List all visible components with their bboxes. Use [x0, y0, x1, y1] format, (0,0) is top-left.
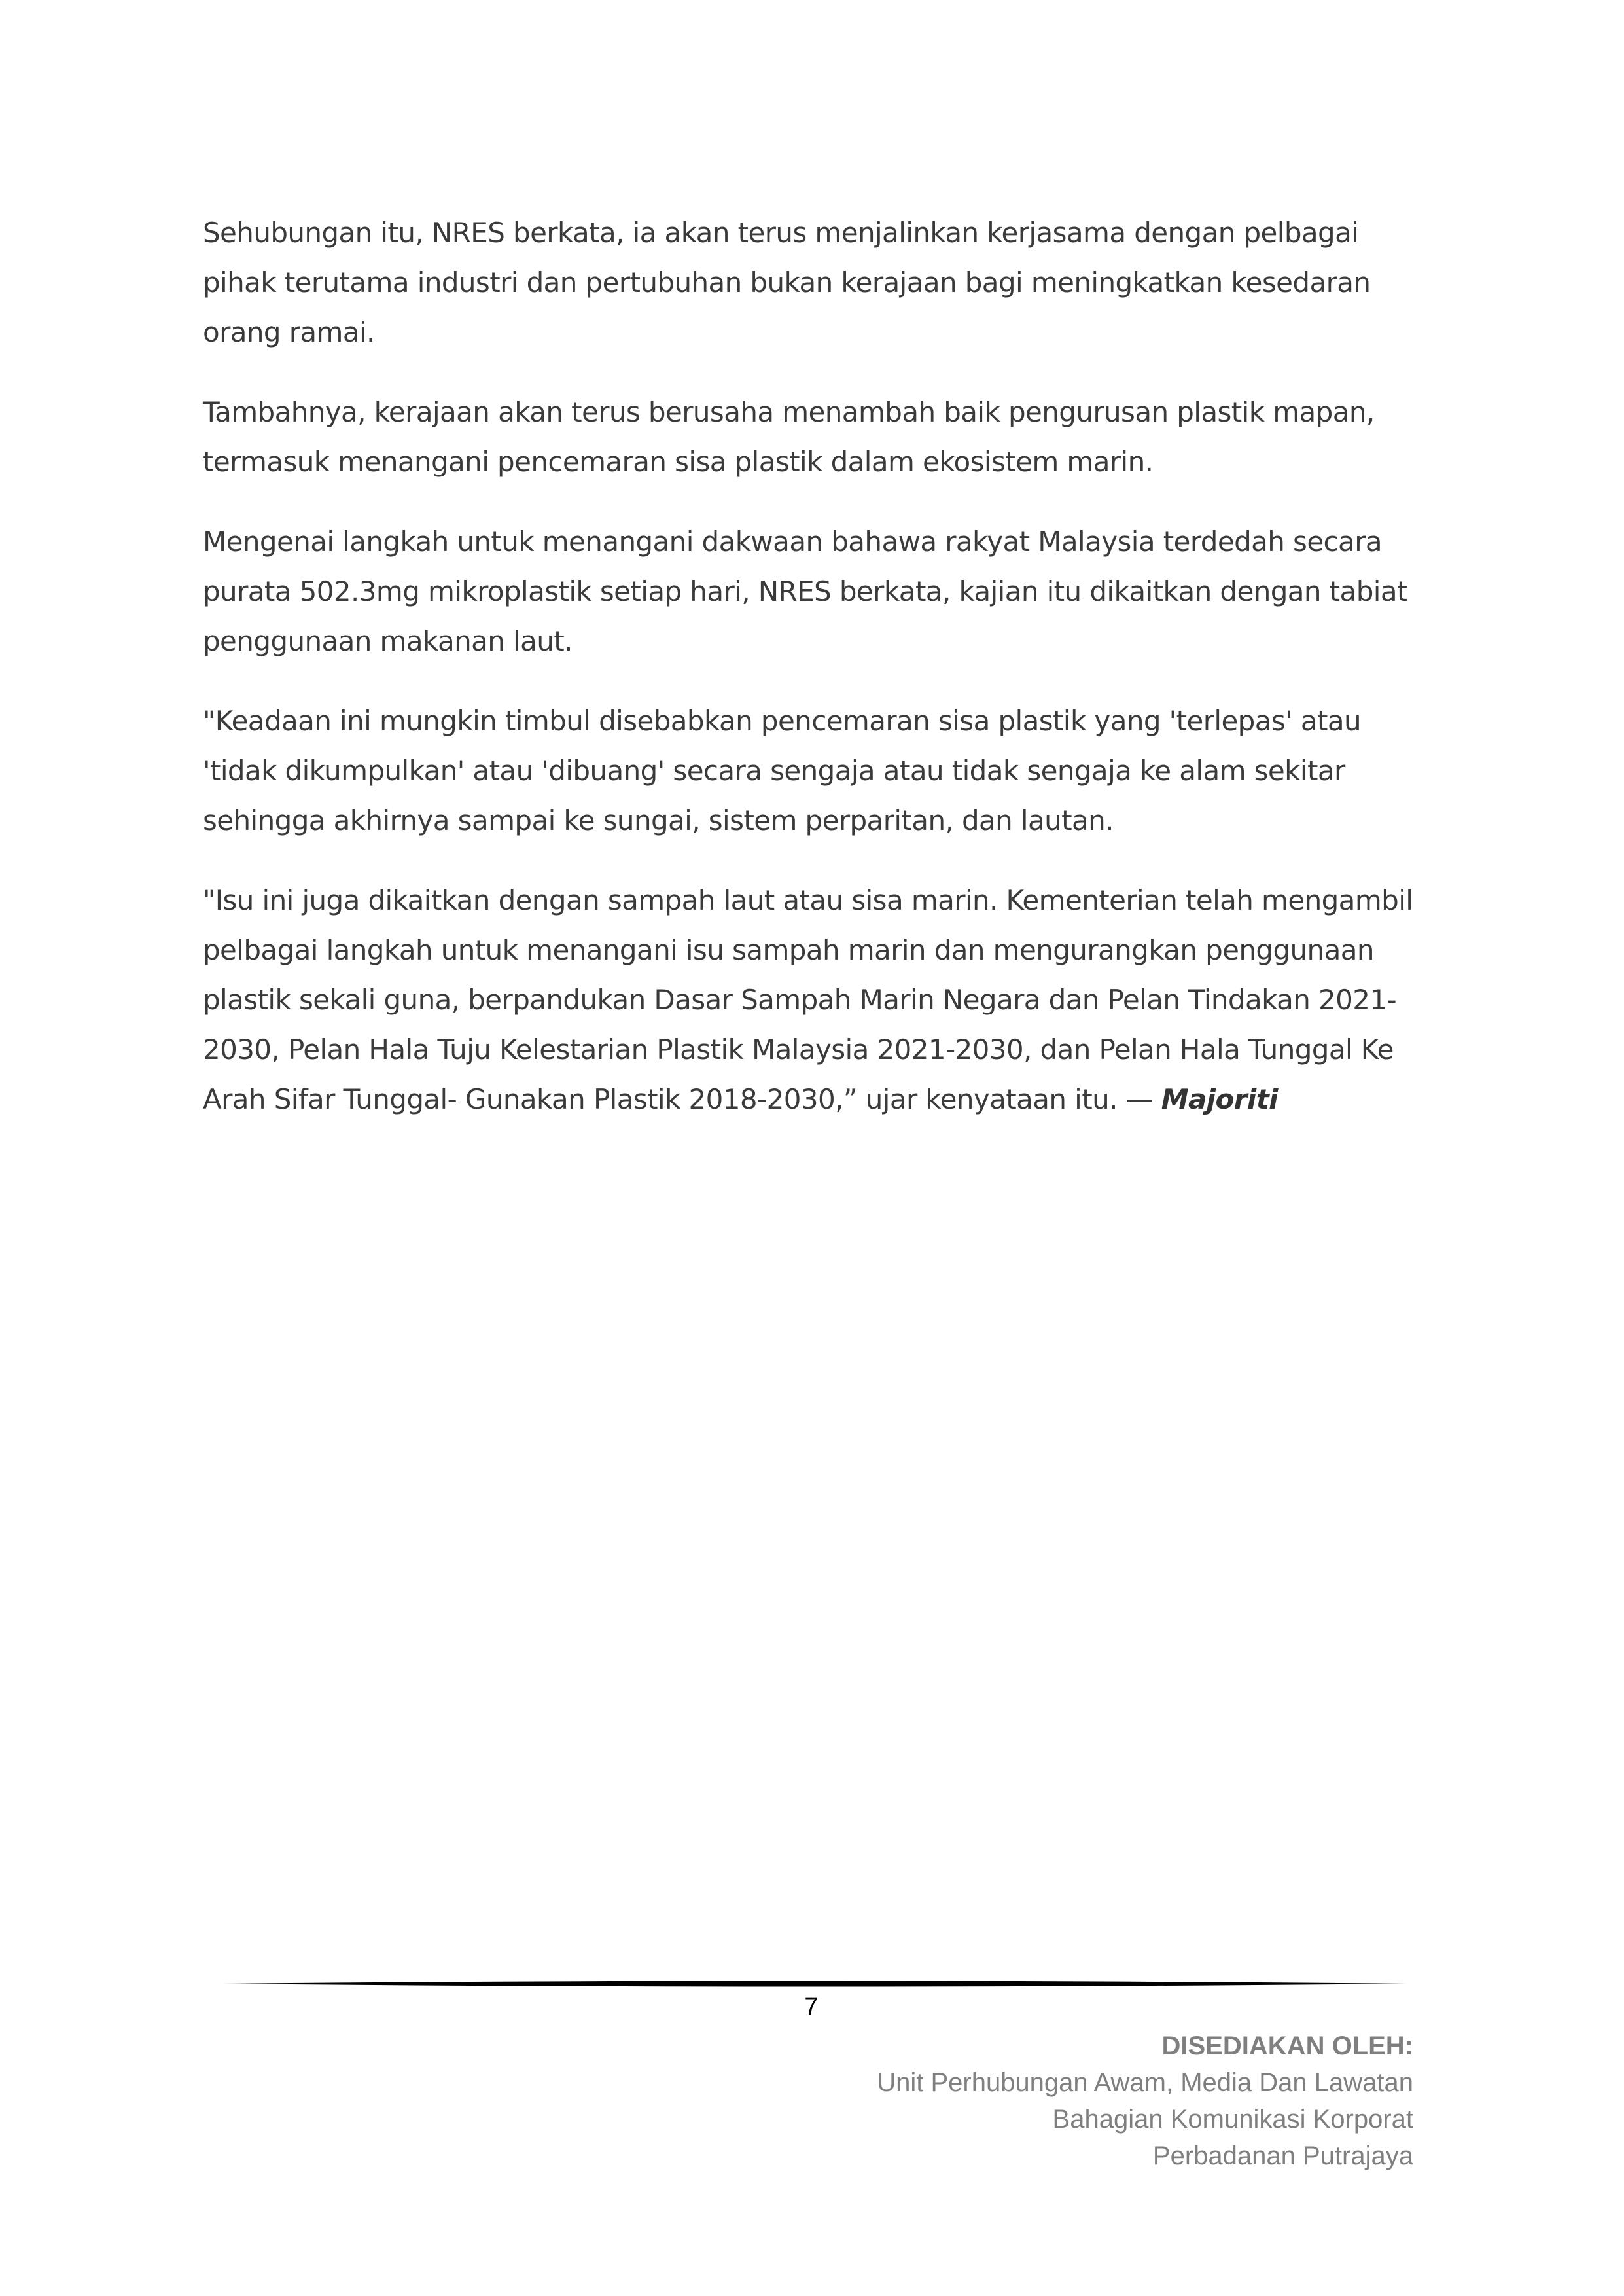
article-paragraph: Sehubungan itu, NRES berkata, ia akan terus menjalinkan kerjasama dengan pelbagai pihak terutama industri dan pertubuhan bukan kerajaan bagi meningkatkan kesedaran orang ramai.: [203, 217, 1371, 348]
prepared-by-heading: DISEDIAKAN OLEH:: [1161, 2032, 1413, 2060]
article-paragraph: "Keadaan ini mungkin timbul disebabkan pencemaran sisa plastik yang 'terlepas' atau 'tidak dikumpulkan' atau 'dibuang' secara sengaja atau tidak sengaja ke alam sekitar sehingga akhirnya sampai ke sungai, sistem perparitan, dan lautan.: [203, 705, 1362, 836]
footer-divider-shape: [222, 1981, 1407, 1987]
source-credit: Majoriti: [1161, 1083, 1278, 1115]
article-paragraph-final: [203, 876, 1433, 1124]
prepared-by-organisation: Perbadanan Putrajaya: [1152, 2142, 1413, 2170]
page-number: 7: [804, 1993, 819, 2020]
prepared-by-division: Bahagian Komunikasi Korporat: [1052, 2105, 1413, 2134]
prepared-by-block: [497, 2028, 1413, 2174]
article-body: [203, 208, 1433, 1155]
article-paragraph-final-text: "Isu ini juga dikaitkan dengan sampah laut atau sisa marin. Kementerian telah mengambil pelbagai langkah untuk menangani isu sampah marin dan mengurangkan penggunaan plastik sekali guna, berpandukan Dasar Sampah Marin Negara dan Pelan Tindakan 2021-2030, Pelan Hala Tuju Kelestarian Plastik Malaysia 2021-2030, dan Pelan Hala Tunggal Ke Arah Sifar Tunggal- Gunakan Plastik 2018-2030,” ujar kenyataan itu. —: [203, 884, 1413, 1115]
article-paragraph: Tambahnya, kerajaan akan terus berusaha menambah baik pengurusan plastik mapan, termasuk menangani pencemaran sisa plastik dalam ekosistem marin.: [203, 396, 1375, 478]
footer-divider: [222, 1979, 1407, 1988]
article-paragraph: Mengenai langkah untuk menangani dakwaan bahawa rakyat Malaysia terdedah secara purata 502.3mg mikroplastik setiap hari, NRES berkata, kajian itu dikaitkan dengan tabiat penggunaan makanan laut.: [203, 526, 1407, 657]
prepared-by-unit: Unit Perhubungan Awam, Media Dan Lawatan: [877, 2068, 1413, 2097]
